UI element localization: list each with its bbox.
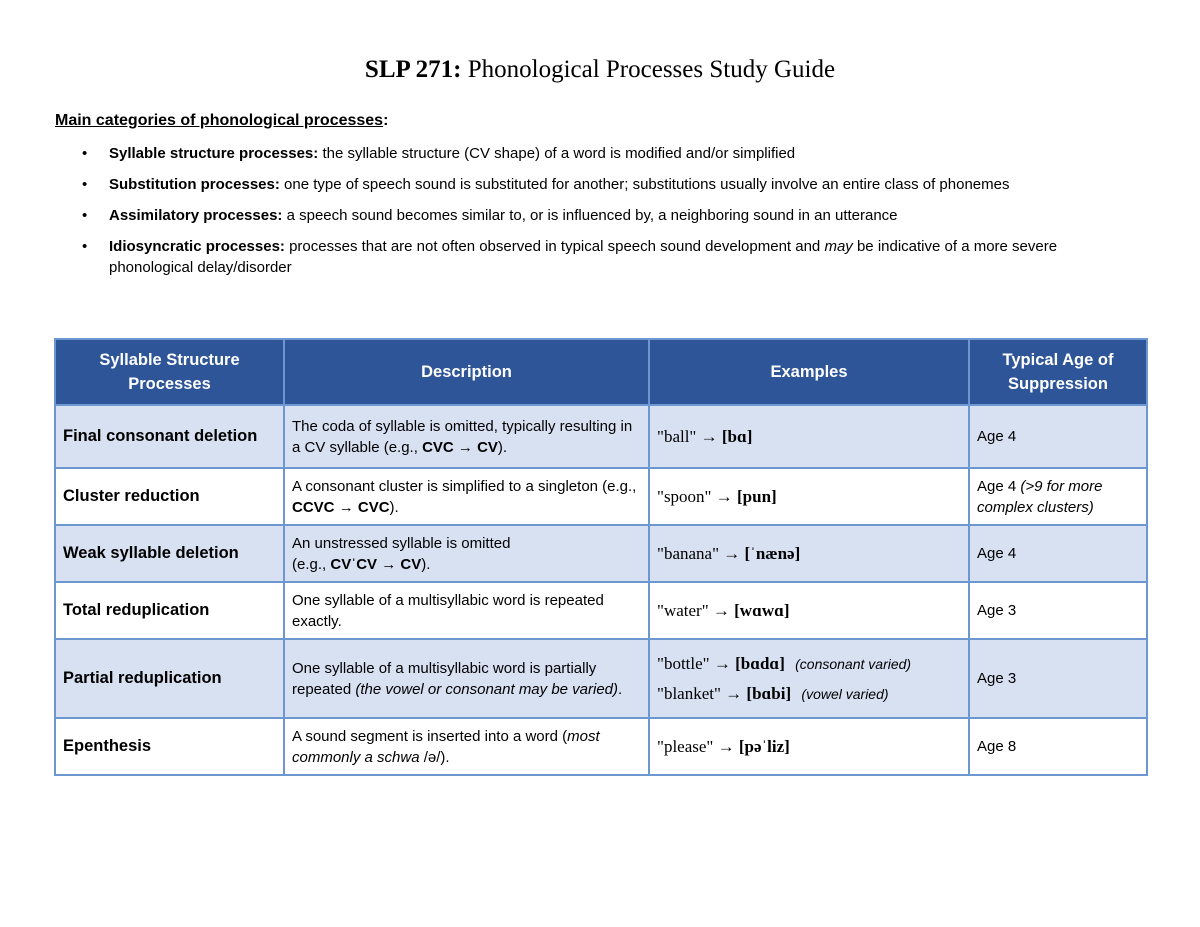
category-item: [55, 143, 1145, 164]
title-text: Phonological Processes Study Guide: [467, 56, 836, 83]
category-text: be indicative of a more severe phonological delay/disorder: [109, 238, 1058, 276]
process-example: [649, 639, 969, 718]
categories-list: [55, 143, 1145, 288]
process-example: "water" → [wɑwɑ]: [649, 582, 969, 639]
table-row: [55, 582, 1147, 639]
category-label: Syllable structure processes:: [109, 145, 319, 162]
category-text: one type of speech sound is substituted for another; substitutions usually involve an entire class of phonemes: [284, 176, 1010, 193]
process-example: "ball" → [bɑ]: [649, 405, 969, 468]
process-name: Weak syllable deletion: [55, 525, 284, 582]
course-code: SLP 271:: [364, 56, 462, 83]
suppression-age: Age 4 (>9 for more complex clusters): [969, 468, 1147, 525]
table-row: [55, 639, 1147, 718]
processes-table: [54, 338, 1148, 776]
process-description: A sound segment is inserted into a word (most commonly a schwa /ə/).: [284, 718, 649, 775]
table-row: [55, 405, 1147, 468]
header-process: Syllable Structure Processes: [55, 339, 284, 405]
table-header-row: [55, 339, 1147, 405]
category-text: a speech sound becomes similar to, or is influenced by, a neighboring sound in an utterance: [286, 207, 898, 224]
category-label: Idiosyncratic processes:: [109, 238, 285, 255]
suppression-age: Age 4: [969, 405, 1147, 468]
category-label: Assimilatory processes:: [109, 207, 283, 224]
process-name: Total reduplication: [55, 582, 284, 639]
category-label: Substitution processes:: [109, 176, 280, 193]
process-name: Final consonant deletion: [55, 405, 284, 468]
process-example: "banana" → [ˈnænə]: [649, 525, 969, 582]
table-row: [55, 468, 1147, 525]
process-description: One syllable of a multisyllabic word is repeated exactly.: [284, 582, 649, 639]
categories-heading: Main categories of phonological processes:: [55, 112, 389, 129]
category-item: [55, 205, 1145, 226]
table-row: [55, 718, 1147, 775]
header-description: Description: [284, 339, 649, 405]
page-title: [0, 55, 1200, 85]
bullet-icon: •: [82, 145, 88, 162]
process-description: A consonant cluster is simplified to a singleton (e.g., CCVC → CVC).: [284, 468, 649, 525]
process-example: "please" → [pəˈliz]: [649, 718, 969, 775]
bullet-icon: •: [82, 176, 88, 193]
header-age: Typical Age of Suppression: [969, 339, 1147, 405]
process-description: One syllable of a multisyllabic word is partially repeated (the vowel or consonant may be varied).: [284, 639, 649, 718]
table-row: [55, 525, 1147, 582]
suppression-age: Age 3: [969, 582, 1147, 639]
category-emphasis: may: [824, 238, 853, 255]
bullet-icon: •: [82, 238, 88, 255]
process-description: An unstressed syllable is omitted (e.g., CVˈCV → CV).: [284, 525, 649, 582]
category-text: processes that are not often observed in typical speech sound development and: [289, 238, 821, 255]
process-name: Cluster reduction: [55, 468, 284, 525]
suppression-age: Age 8: [969, 718, 1147, 775]
category-item: [55, 236, 1145, 278]
suppression-age: Age 3: [969, 639, 1147, 718]
example-line: "blanket" → [bɑbi] (vowel varied): [657, 683, 889, 703]
bullet-icon: •: [82, 207, 88, 224]
process-description: The coda of syllable is omitted, typically resulting in a CV syllable (e.g., CVC → CV).: [284, 405, 649, 468]
process-name: Partial reduplication: [55, 639, 284, 718]
category-text: the syllable structure (CV shape) of a word is modified and/or simplified: [322, 145, 796, 162]
header-examples: Examples: [649, 339, 969, 405]
suppression-age: Age 4: [969, 525, 1147, 582]
process-example: "spoon" → [pun]: [649, 468, 969, 525]
example-line: "bottle" → [bɑdɑ] (consonant varied): [657, 653, 912, 673]
process-name: Epenthesis: [55, 718, 284, 775]
category-item: [55, 174, 1145, 195]
